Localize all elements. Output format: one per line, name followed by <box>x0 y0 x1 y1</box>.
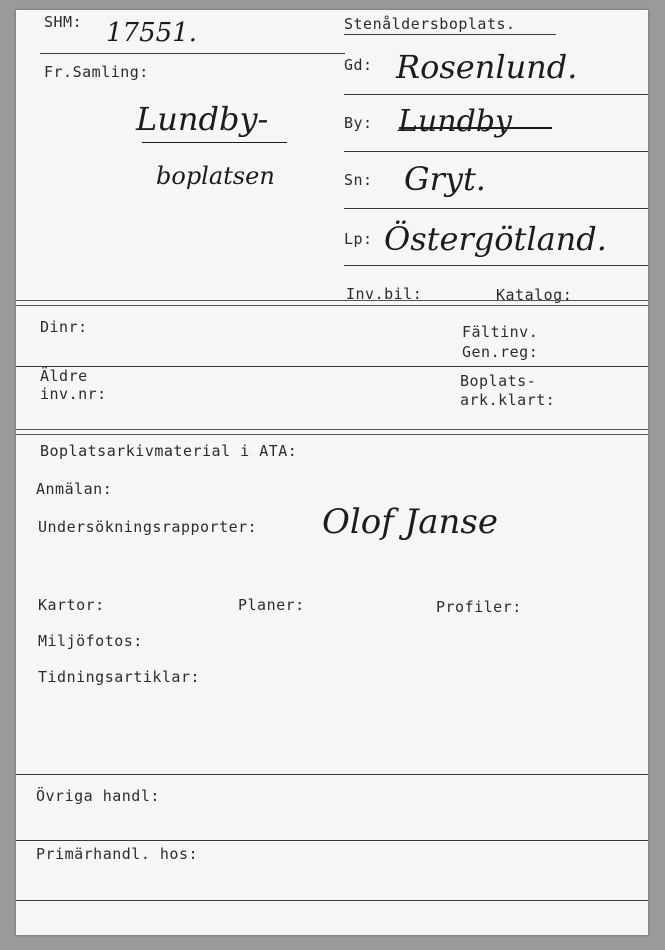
kartor-label: Kartor: <box>38 596 105 614</box>
title-underline <box>344 34 556 35</box>
fr-samling-value: Lundby- <box>136 100 269 138</box>
lp-line <box>344 265 648 266</box>
inv-bil-label: Inv.bil: <box>346 285 423 303</box>
boplatsarkiv-label: Boplatsarkivmaterial i ATA: <box>40 442 298 460</box>
miljofotos-label: Miljöfotos: <box>38 632 143 650</box>
index-card <box>16 10 648 935</box>
faltinv-label: Fältinv. <box>462 323 539 341</box>
fr-samling-value2: boplatsen <box>156 162 275 190</box>
by-line <box>344 151 648 152</box>
sn-label: Sn: <box>344 171 373 189</box>
katalog-label: Katalog: <box>496 286 573 304</box>
tidningsartiklar-label: Tidningsartiklar: <box>38 668 201 686</box>
lp-label: Lp: <box>344 230 373 248</box>
title: Stenåldersboplats. <box>344 15 516 33</box>
arkklart-label: ark.klart: <box>460 391 556 409</box>
dinr-label: Dinr: <box>40 318 88 336</box>
gd-label: Gd: <box>344 56 373 74</box>
genreg-label: Gen.reg: <box>462 343 539 361</box>
divider-6 <box>16 900 648 901</box>
undersokning-label: Undersökningsrapporter: <box>38 518 258 536</box>
profiler-label: Profiler: <box>436 598 522 616</box>
divider-1 <box>16 300 648 306</box>
divider-4 <box>16 774 648 775</box>
divider-5 <box>16 840 648 841</box>
invnr-label: inv.nr: <box>40 385 107 403</box>
aldre-label: Äldre <box>40 367 88 385</box>
gd-line <box>344 94 648 95</box>
fr-samling-underline <box>142 142 287 143</box>
sn-value: Gryt. <box>404 160 486 198</box>
sn-line <box>344 208 648 209</box>
boplats-label: Boplats- <box>460 372 537 390</box>
gd-value: Rosenlund. <box>396 48 578 86</box>
shm-label: SHM: <box>44 13 83 31</box>
lp-value: Östergötland. <box>384 220 607 258</box>
fr-samling-label: Fr.Samling: <box>44 63 149 81</box>
shm-underline <box>40 53 345 54</box>
divider-2 <box>16 366 648 367</box>
anmalan-label: Anmälan: <box>36 480 113 498</box>
by-label: By: <box>344 114 373 132</box>
by-strikethrough <box>399 127 552 129</box>
shm-number: 17551. <box>106 18 197 48</box>
divider-3 <box>16 429 648 435</box>
primarhandl-label: Primärhandl. hos: <box>36 845 199 863</box>
ovriga-label: Övriga handl: <box>36 787 160 805</box>
undersokning-value: Olof Janse <box>322 502 498 542</box>
planer-label: Planer: <box>238 596 305 614</box>
by-value: Lundby <box>398 104 512 139</box>
